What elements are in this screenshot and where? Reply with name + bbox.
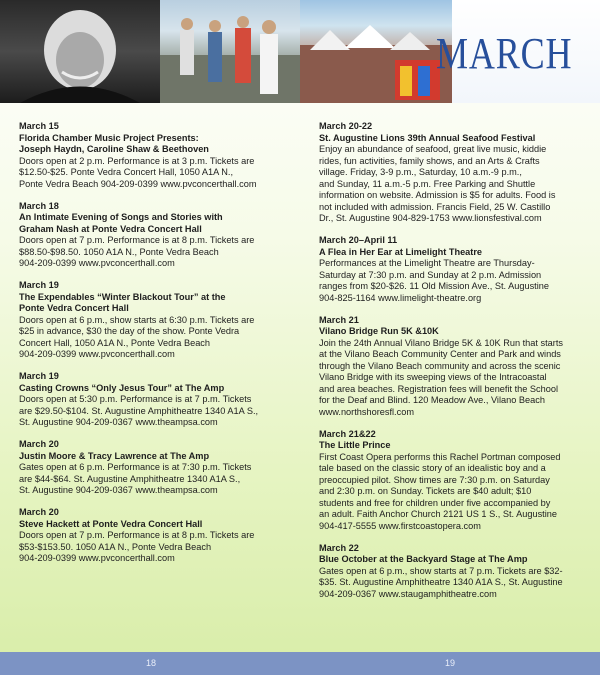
page-footer xyxy=(0,652,600,675)
event-title: An Intimate Evening of Songs and Stories with Graham Nash at Ponte Vedra Concert Hall xyxy=(19,212,223,234)
event-listing xyxy=(319,121,589,225)
event-title: Florida Chamber Music Project Presents: Joseph Haydn, Caroline Shaw & Beethoven xyxy=(19,132,209,154)
event-date: March 20–April 11 xyxy=(319,235,398,245)
page-number-left: 18 xyxy=(146,658,157,668)
event-date: March 21 xyxy=(319,314,359,325)
event-listing xyxy=(19,280,289,361)
event-listing xyxy=(319,429,589,533)
event-title: St. Augustine Lions 39th Annual Seafood Festival xyxy=(319,132,536,143)
event-details: Doors open at 2 p.m. Performance is at 3 p.m. Tickets are $12.50-$25. Ponte Vedra Concert Hall, 1050 A1A N., Ponte Vedra Beach 904-209-0399 www.pvconcerthall.com xyxy=(19,155,257,189)
event-date: March 20 xyxy=(19,507,59,517)
event-title: The Expendables “Winter Blackout Tour” at the Ponte Vedra Concert Hall xyxy=(19,291,226,313)
event-details: Performances at the Limelight Theatre are Thursday- Saturday at 7:30 p.m. and Sunday at 2 p.m. Admission ranges from $20-$26. 11 Old Mission Ave., St. Augustine 904-825-1164 www.limelight-theatre.org xyxy=(319,258,549,303)
header-banner xyxy=(0,0,600,103)
portrait-illustration xyxy=(0,0,160,103)
event-title: Justin Moore & Tracy Lawrence at The Amp xyxy=(19,450,210,461)
event-details: Doors open at 5:30 p.m. Performance is at 7 p.m. Tickets are $29.50-$104. St. Augustine Amphitheatre 1340 A1A S., St. Augustine 904-209-0367 www.theampsa.com xyxy=(19,394,259,427)
event-details: Gates open at 6 p.m. Performance is at 7:30 p.m. Tickets are $44-$64. St. Augustine Amphitheatre 1340 A1A S., St. Augustine 904-209-0367 www.theampsa.com xyxy=(19,462,252,495)
event-details: Enjoy an abundance of seafood, great live music, kiddie rides, fun activities, family shows, and an Arts & Crafts village. Friday, 3-9 p.m., Saturday, 10 a.m.-9 p.m., and Sunday, 11 a.m.-5 p.m. Free Parking and Shuttle information on website. Admission is $5 for adults. Food is not included with admission. Francis Field, 25 W. Castillo Dr., St. Augustine 904-829-1753 www.lionsfestival.com xyxy=(319,144,556,223)
event-date: March 22 xyxy=(319,542,359,553)
event-date: March 21&22 xyxy=(319,428,376,439)
event-date: March 19 xyxy=(19,280,59,290)
event-details: Doors open at 7 p.m. Performance is at 8 p.m. Tickets are $53-$153.50. 1050 A1A N., Ponte Vedra Beach 904-209-0399 www.pvconcerthall.com xyxy=(19,530,255,563)
festival-illustration xyxy=(300,0,452,103)
event-title: The Little Prince xyxy=(319,440,391,450)
event-title: A Flea in Her Ear at Limelight Theatre xyxy=(319,246,483,257)
runners-illustration xyxy=(160,0,300,103)
event-listing xyxy=(319,315,589,419)
page-number-right: 19 xyxy=(445,658,456,668)
portrait-photo xyxy=(0,0,160,103)
right-event-column xyxy=(319,121,589,611)
event-title: Vilano Bridge Run 5K &10K xyxy=(319,326,439,336)
event-details: Gates open at 6 p.m., show starts at 7 p.m. Tickets are $32- $35. St. Augustine Amphitheatre 1340 A1A S., St. Augustine 904-209-0367 www.staugamphitheatre.com xyxy=(319,565,563,599)
runners-photo xyxy=(160,0,300,103)
event-listing xyxy=(19,439,289,497)
event-date: March 20 xyxy=(19,439,59,449)
event-title: Steve Hackett at Ponte Vedra Concert Hall xyxy=(19,518,203,529)
event-title: Casting Crowns “Only Jesus Tour” at The Amp xyxy=(19,382,225,393)
festival-photo xyxy=(300,0,452,103)
event-details: First Coast Opera performs this Rachel Portman composed tale based on the classic story of an idealistic boy and a preoccupied pilot. Show times are 7:30 p.m. on Saturday and 2:30 p.m. on Sunday. Tickets are $40 adult; $10 students and free for children under five accompanied by an adult. Faith Anchor Church 2121 US 1 S., St. Augustine 904-417-5555 www.firstcoastopera.com xyxy=(319,451,561,531)
event-details: Doors open at 6 p.m., show starts at 6:30 p.m. Tickets are $25 in advance, $30 the day of the show. Ponte Vedra Concert Hall, 1050 A1A N., Ponte Vedra Beach 904-209-0399 www.pvconcerthall.com xyxy=(19,314,255,359)
event-listing xyxy=(19,371,289,429)
left-event-column xyxy=(19,121,289,575)
event-details: Doors open at 7 p.m. Performance is at 8 p.m. Tickets are $88.50-$98.50. 1050 A1A N., Ponte Vedra Beach 904-209-0399 www.pvconcerthall.com xyxy=(19,235,255,268)
event-date: March 20-22 xyxy=(319,121,373,131)
event-listing xyxy=(19,507,289,565)
event-listing xyxy=(319,543,589,601)
month-title: MARCH xyxy=(435,29,572,78)
event-details: Join the 24th Annual Vilano Bridge 5K & 10K Run that starts at the Vilano Beach Community Center and Park and winds through the Vilano Beach community and across the scenic Vilano Bridge with its sweeping views of the Intracoastal and area beaches. Registration fees will benefit the School for the Deaf and Blind. 120 Meadow Ave., Vilano Beach www.northshoresfl.com xyxy=(319,337,563,417)
event-date: March 19 xyxy=(19,371,59,381)
event-listing xyxy=(19,121,289,190)
event-date: March 15 xyxy=(19,121,59,131)
event-date: March 18 xyxy=(19,200,59,211)
event-listing xyxy=(319,235,589,304)
event-listing xyxy=(19,201,289,270)
event-title: Blue October at the Backyard Stage at The Amp xyxy=(319,554,528,564)
